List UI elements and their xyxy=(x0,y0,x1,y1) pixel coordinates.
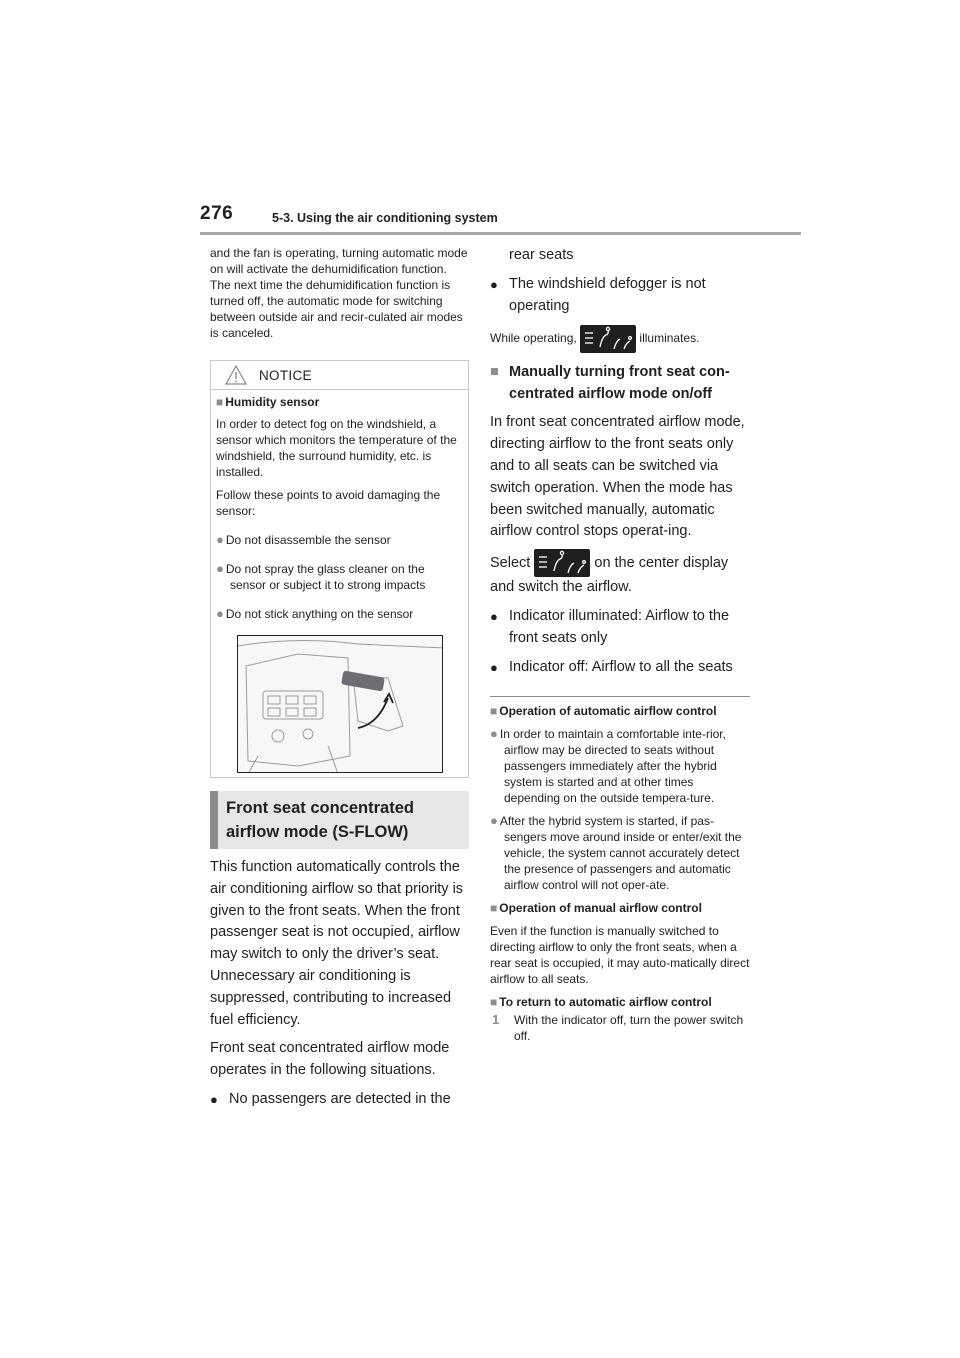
notice-list-item: ● Do not stick anything on the sensor xyxy=(216,606,414,621)
body-paragraph: Front seat concentrated airflow mode operates in the following situations. xyxy=(210,1040,450,1079)
note-item: ● After the hybrid system is started, if pas-sengers move around inside or enter/exit the vehicle, the system cannot accurately detect the presence of passengers and automatic airflow control will not oper-ate. xyxy=(490,812,742,892)
circle-bullet-icon: ● xyxy=(490,725,498,741)
left-column-intro xyxy=(210,245,470,341)
circle-bullet-icon: ● xyxy=(216,532,224,547)
select-instruction: Select on the center display xyxy=(490,549,752,577)
list-item: ● Indicator illuminated: Airflow to the front seats only xyxy=(490,608,730,646)
divider xyxy=(490,696,750,697)
s-flow-airflow-icon xyxy=(534,549,590,577)
select-instruction-line2: and switch the airflow. xyxy=(490,579,632,596)
notice-box xyxy=(210,360,469,778)
notice-paragraph: In order to detect fog on the windshield, a sensor which monitors the temperature of the windshield, the surround humidity, etc. is installed. xyxy=(216,417,457,479)
s-flow-airflow-icon xyxy=(580,325,636,353)
body-paragraph: In front seat concentrated airflow mode, directing airflow to the front seats only and to all seats can be switched via switch operation. When the mode has been switched manually, automatic airflow control stops operat-ing. xyxy=(490,414,745,540)
notice-list-item: ● Do not spray the glass cleaner on the sensor or subject it to strong impacts xyxy=(216,561,426,592)
square-bullet-icon: ■ xyxy=(490,703,498,718)
bullet-icon: ● xyxy=(210,1091,218,1107)
notice-subheading: ■ Humidity sensor xyxy=(216,395,320,409)
bullet-icon: ● xyxy=(490,276,498,292)
circle-bullet-icon: ● xyxy=(216,606,224,621)
step-number: 1 xyxy=(492,1011,500,1027)
list-item: ● The windshield defogger is not operating xyxy=(490,275,706,314)
right-column xyxy=(490,245,752,1044)
page-header xyxy=(200,203,801,237)
body-paragraph: This function automatically controls the air conditioning airflow so that priority is given to the front seats. When the front passenger seat is not occupied, airflow may switch to only the driver’s seat. Unnecessary air conditioning is suppressed, contributing to increased fuel efficiency. xyxy=(210,859,464,1028)
notice-paragraph: Follow these points to avoid damaging the sensor: xyxy=(216,488,441,518)
circle-bullet-icon: ● xyxy=(490,812,498,828)
notice-label: NOTICE xyxy=(259,368,312,383)
while-operating-line: While operating, illuminates. xyxy=(490,325,752,353)
list-item: ● No passengers are detected in the xyxy=(210,1089,468,1111)
section-heading: Front seat concentrated airflow mode (S-FLOW) xyxy=(210,791,469,849)
square-bullet-icon: ■ xyxy=(490,900,498,915)
list-item: ● Indicator off: Airflow to all the seats xyxy=(490,657,752,679)
notice-list-item: ● Do not disassemble the sensor xyxy=(216,532,391,547)
note-heading: ■ Operation of manual airflow control xyxy=(490,900,702,915)
square-bullet-icon: ■ xyxy=(490,364,499,381)
bullet-icon: ● xyxy=(490,659,498,675)
note-paragraph: Even if the function is manually switched to directing airflow to only the front seats, when a rear seat is occupied, it may auto-matically direct airflow to all seats. xyxy=(490,923,750,986)
warning-triangle-icon xyxy=(225,365,247,385)
section-title: 5-3. Using the air conditioning system xyxy=(272,211,498,225)
square-bullet-icon: ■ xyxy=(490,994,498,1009)
humidity-sensor-illustration xyxy=(237,635,443,773)
page-number: 276 xyxy=(200,203,234,224)
intro-paragraph: and the fan is operating, turning automatic mode on will activate the dehumidification function. The next time the dehumidification function is turned off, the automatic mode for switching between outside air and recir-culated air modes is canceled. xyxy=(210,246,468,340)
step-item: 1 With the indicator off, turn the power switch off. xyxy=(492,1011,744,1043)
note-heading: ■ To return to automatic airflow control xyxy=(490,994,712,1009)
notice-header xyxy=(211,361,468,390)
left-body xyxy=(210,857,468,1111)
bullet-continuation: rear seats xyxy=(509,247,574,263)
square-bullet-icon: ■ xyxy=(216,395,224,409)
circle-bullet-icon: ● xyxy=(216,561,224,576)
subheading: ■ Manually turning front seat con-centrated airflow mode on/off xyxy=(490,361,752,405)
note-item: ● In order to maintain a comfortable inte-rior, airflow may be directed to seats without passengers immediately after the hybrid system is started and at other times depending on the outside tempera-ture. xyxy=(490,725,726,805)
note-heading: ■ Operation of automatic airflow control xyxy=(490,703,717,718)
bullet-icon: ● xyxy=(490,609,498,625)
header-rule xyxy=(200,232,801,235)
